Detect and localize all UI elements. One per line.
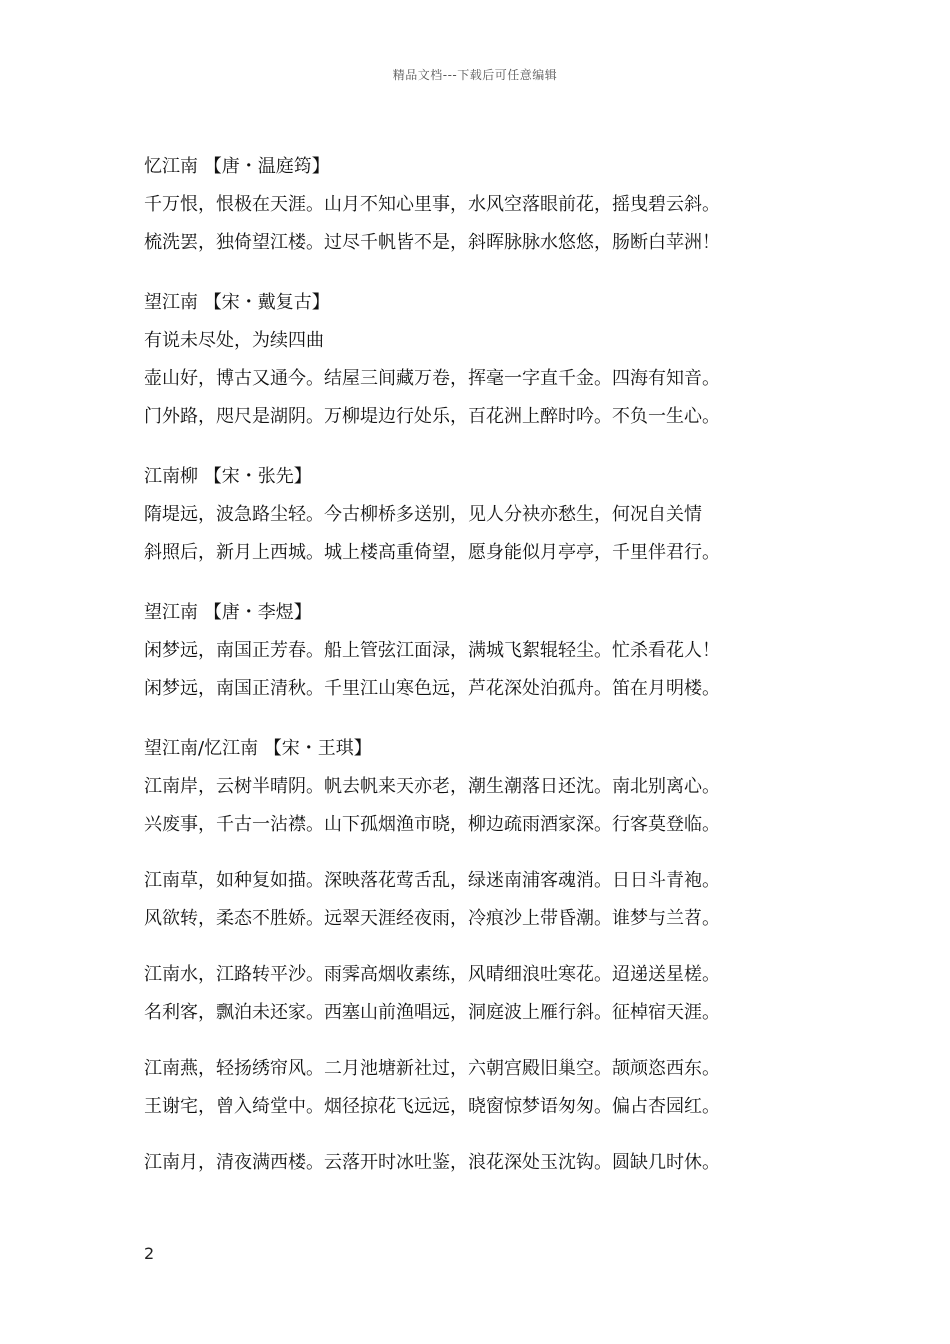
poem-line: 江南岸，云树半晴阴。帆去帆来天亦老，潮生潮落日还沈。南北别离心。: [144, 776, 720, 797]
poem-line: 隋堤远，波急路尘轻。今古柳桥多送别，见人分袂亦愁生，何况自关情: [144, 504, 702, 525]
poem-line: 梳洗罢，独倚望江楼。过尽千帆皆不是，斜晖脉脉水悠悠，肠断白苹洲！: [144, 232, 720, 253]
section-title: 忆江南 【唐・温庭筠】: [144, 156, 330, 177]
poem-line: 江南水，江路转平沙。雨霁高烟收素练，风晴细浪吐寒花。迢递送星槎。: [144, 964, 720, 985]
poem-line: 兴废事，千古一沾襟。山下孤烟渔市晓，柳边疏雨酒家深。行客莫登临。: [144, 814, 720, 835]
section-title: 望江南 【宋・戴复古】: [144, 292, 330, 313]
poem-line: 江南月，清夜满西楼。云落开时冰吐鉴，浪花深处玉沈钩。圆缺几时休。: [144, 1152, 720, 1173]
poem-line: 江南燕，轻扬绣帘风。二月池塘新社过，六朝宫殿旧巢空。颉颃恣西东。: [144, 1058, 720, 1079]
poem-line: 门外路，咫尺是湖阴。万柳堤边行处乐，百花洲上醉时吟。不负一生心。: [144, 406, 720, 427]
poem-line: 千万恨，恨极在天涯。山月不知心里事，水风空落眼前花，摇曳碧云斜。: [144, 194, 720, 215]
poem-body: [144, 148, 784, 1182]
poem-line: 壶山好，博古又通今。结屋三间藏万卷，挥毫一字直千金。四海有知音。: [144, 368, 720, 389]
poem-line: 闲梦远，南国正芳春。船上管弦江面渌，满城飞絮辊轻尘。忙杀看花人！: [144, 640, 720, 661]
poem-preface: 有说未尽处，为续四曲: [144, 330, 324, 351]
section-title: 望江南/忆江南 【宋・王琪】: [144, 738, 372, 759]
poem-line: 王谢宅，曾入绮堂中。烟径掠花飞远远，晓窗惊梦语匆匆。偏占杏园红。: [144, 1096, 720, 1117]
page-number: 2: [144, 1244, 155, 1263]
section-title: 江南柳 【宋・张先】: [144, 466, 312, 487]
poem-line: 斜照后，新月上西城。城上楼高重倚望，愿身能似月亭亭，千里伴君行。: [144, 542, 720, 563]
section-title: 望江南 【唐・李煜】: [144, 602, 312, 623]
poem-line: 闲梦远，南国正清秋。千里江山寒色远，芦花深处泊孤舟。笛在月明楼。: [144, 678, 720, 699]
poem-line: 名利客，飘泊未还家。西塞山前渔唱远，洞庭波上雁行斜。征棹宿天涯。: [144, 1002, 720, 1023]
poem-line: 风欲转，柔态不胜娇。远翠天涯经夜雨，冷痕沙上带昏潮。谁梦与兰苕。: [144, 908, 720, 929]
page-header: 精品文档---下载后可任意编辑: [392, 68, 558, 82]
poem-line: 江南草，如种复如描。深映落花莺舌乱，绿迷南浦客魂消。日日斗青袍。: [144, 870, 720, 891]
